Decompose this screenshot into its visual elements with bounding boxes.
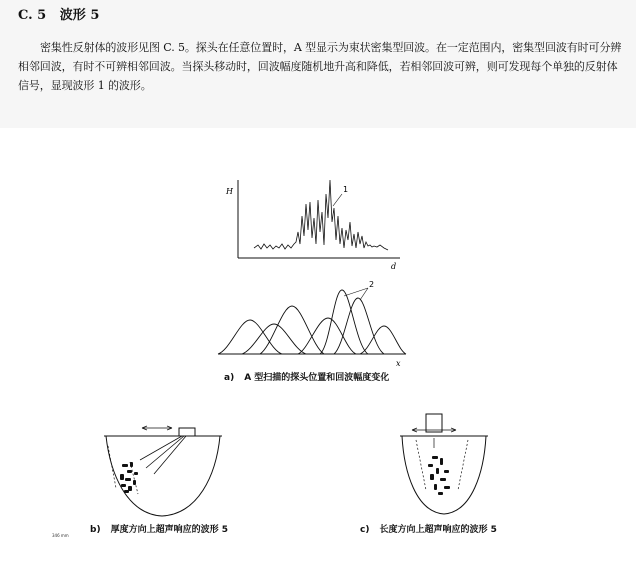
echo-signal	[254, 180, 388, 250]
caption-a-label: a)	[224, 373, 235, 383]
envelope-curve-4	[298, 318, 356, 354]
ascan-plot	[220, 172, 410, 272]
envelope-curve-7	[360, 326, 406, 354]
callout-1: 1	[343, 185, 349, 194]
echo-envelope-plot	[216, 280, 412, 368]
section-number: C. 5	[18, 8, 47, 23]
probe-normal	[426, 414, 442, 432]
caption-a	[224, 370, 389, 383]
envelope-x-label: x	[396, 359, 401, 368]
envelope-curve-6	[334, 298, 384, 354]
caption-a-text: A 型扫描的探头位置和回波幅度变化	[244, 373, 390, 383]
probe-angled	[179, 428, 195, 436]
envelope-curve-1	[218, 320, 282, 354]
envelope-curve-2	[242, 324, 306, 354]
scale-note: 346 mm	[52, 533, 69, 538]
thickness-direction-diagram	[100, 422, 225, 522]
caption-b-label: b)	[90, 525, 101, 535]
y-axis-label: H	[226, 187, 233, 196]
dense-reflectors-c	[428, 456, 450, 495]
length-direction-diagram	[398, 412, 490, 518]
section-title-text: 波形 5	[59, 8, 100, 23]
caption-b-text: 厚度方向上超声响应的波形 5	[110, 525, 228, 535]
dense-reflectors-b	[120, 462, 138, 493]
x-axis-label: d	[391, 262, 397, 271]
caption-c-text: 长度方向上超声响应的波形 5	[379, 525, 497, 535]
callout-2: 2	[369, 280, 375, 289]
caption-c-label: c)	[360, 525, 370, 535]
envelope-curve-3	[260, 306, 324, 354]
caption-c	[360, 522, 497, 535]
caption-b	[90, 522, 228, 535]
section-heading	[18, 4, 99, 23]
body-paragraph: 密集性反射体的波形见图 C. 5。探头在任意位置时，A 型显示为束状密集型回波。在一定范围内，密集型回波有时可分辨相邻回波，有时不可辨相邻回波。当探头移动时，回波幅度随机地升高和降低，若相邻回波可辨，则可发现每个单独的反射体信号，显现波形 1 的波形。	[18, 41, 622, 92]
